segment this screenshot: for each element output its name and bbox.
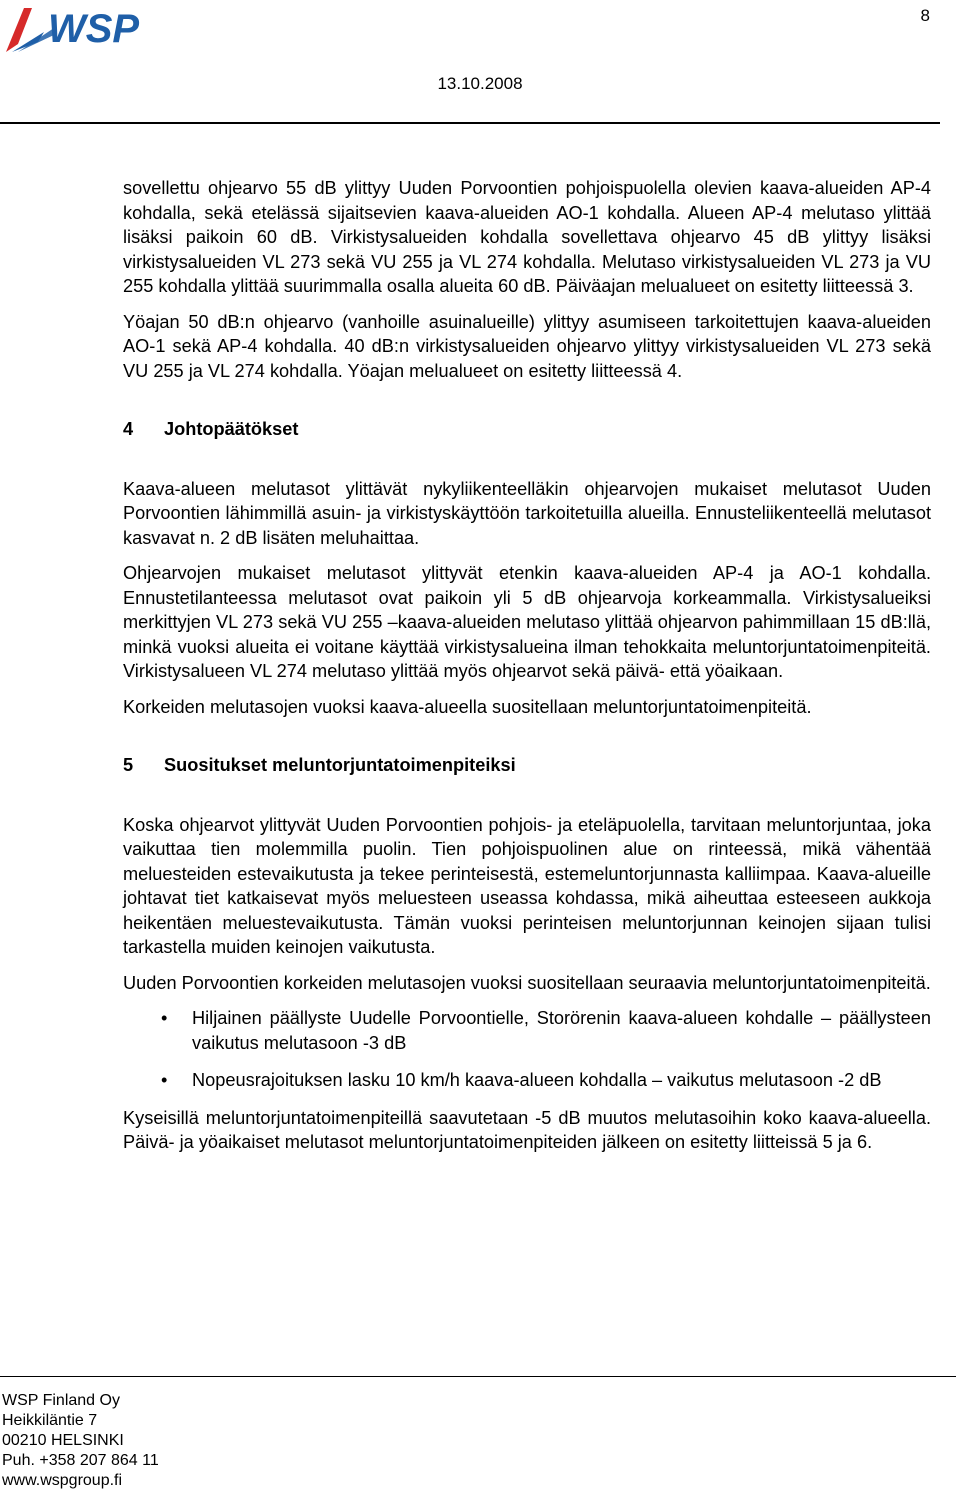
header-date: 13.10.2008 [437,74,523,93]
logo-text: WSP [48,7,140,51]
paragraph: sovellettu ohjearvo 55 dB ylittyy Uuden Porvoontien pohjoispuolella olevien kaava-alueiden AP-4 kohdalla, sekä etelässä sijaitsevien kaava-alueiden AO-1 kohdalla. Alueen AP-4 melutaso ylittää lisäksi paikoin 60 dB. Virkistysalueiden kohdalla sovellettava ohjearvo 45 dB ylittyy lisäksi virkistysalueiden VL 273 sekä VU 255 ja VL 274 kohdalla. Melutaso virkistysalueiden VL 273 ja VU 255 kohdalla ylittää suurimmalla osalla alueita 60 dB. Päiväajan melualueet on esitetty liitteessä 3. [123,178,931,296]
header-rule [0,122,940,124]
paragraph: Yöajan 50 dB:n ohjearvo (vanhoille asuinalueille) ylittyy asumiseen tarkoitettujen kaava-alueiden AO-1 sekä AP-4 kohdalla. 40 dB:n virkistysalueiden ohjearvo ylittyy virkistysalueiden VL 273 sekä VU 255 ja VL 274 kohdalla. Yöajan melualueet on esitetty liitteessä 4. [123,311,931,381]
list-item [123,1068,931,1093]
page-number: 8 [920,6,930,25]
section-heading-5 [123,753,931,778]
footer-postal: 00210 HELSINKI [2,1432,124,1449]
paragraph: Korkeiden melutasojen vuoksi kaava-alueella suositellaan meluntorjuntatoimenpiteitä. [123,696,812,717]
paragraph: Uuden Porvoontien korkeiden melutasojen vuoksi suositellaan seuraavia meluntorjuntatoimenpiteitä. [123,972,931,993]
paragraph: Ohjearvojen mukaiset melutasot ylittyvät etenkin kaava-alueiden AP-4 ja AO-1 kohdalla. Ennustetilanteessa melutasot ovat paikoin yli 5 dB ohjearvoja korkeammalla. Virkistysalueiksi merkittyjen VL 273 sekä VU 255 –kaava-alueiden melutaso ylittää ohjearvon pahimmillaan 15 dB:llä, minkä vuoksi alueita ei voitane käyttää virkistysalueina ilman tehokkaita meluntorjuntatoimenpiteitä. Virkistysalueen VL 274 melutaso ylittää myös ohjearvot sekä päivä- että yöaikaan. [123,563,931,681]
footer-web-link[interactable]: www.wspgroup.fi [2,1472,123,1489]
footer-phone: Puh. +358 207 864 11 [2,1452,159,1469]
wsp-logo [4,2,166,56]
footer-address [2,1391,159,1491]
list-item [123,1006,931,1055]
section-heading-4 [123,417,931,442]
paragraph: Koska ohjearvot ylittyvät Uuden Porvoontien pohjois- ja eteläpuolella, tarvitaan meluntorjuntaa, joka vaikuttaa tien molemmilla puolin. Tien pohjoispuolinen alue on rinteessä, mikä vähentää meluesteiden estevaikutusta ja tekee perinteisestä, estemeluntorjunnasta kalliimpaa. Kaava-alueille johtavat tiet katkaisevat myös meluesteen useassa kohdassa, mikä aiheuttaa esteeseen aukkoja heikentäen meluestevaikutusta. Tämän vuoksi perinteisen meluntorjunnan keinojen sijaan tulisi tarkastella muiden keinojen vaikutusta. [123,814,931,957]
list-item-text: Hiljainen päällyste Uudelle Porvoontielle, Storörenin kaava-alueen kohdalle – päällysteen vaikutus melutasoon -3 dB [192,1008,931,1053]
section-title: Johtopäätökset [164,419,299,439]
footer-company: WSP Finland Oy [2,1392,120,1409]
page-content [123,176,931,1166]
list-item-text: Nopeusrajoituksen lasku 10 km/h kaava-alueen kohdalla – vaikutus melutasoon -2 dB [192,1070,882,1090]
bullet-icon: • [161,1070,168,1090]
section-number: 5 [123,755,134,775]
bullet-list [123,1006,931,1093]
section-title: Suositukset meluntorjuntatoimenpiteiksi [164,755,516,775]
footer-rule [0,1376,956,1377]
paragraph: Kyseisillä meluntorjuntatoimenpiteillä saavutetaan -5 dB muutos melutasoihin koko kaava-alueella. Päivä- ja yöaikaiset melutasot meluntorjuntatoimenpiteiden jälkeen on esitetty liitteissä 5 ja 6. [123,1107,931,1152]
paragraph: Kaava-alueen melutasot ylittävät nykyliikenteelläkin ohjearvojen mukaiset melutasot Uuden Porvoontien lähimmillä asuin- ja virkistyskäyttöön tarkoitetuilla alueilla. Ennusteliikenteellä melutasot kasvavat n. 2 dB lisäten meluhaittaa. [123,478,931,548]
section-number: 4 [123,419,134,439]
bullet-icon: • [161,1008,168,1028]
footer-street: Heikkiläntie 7 [2,1412,98,1429]
